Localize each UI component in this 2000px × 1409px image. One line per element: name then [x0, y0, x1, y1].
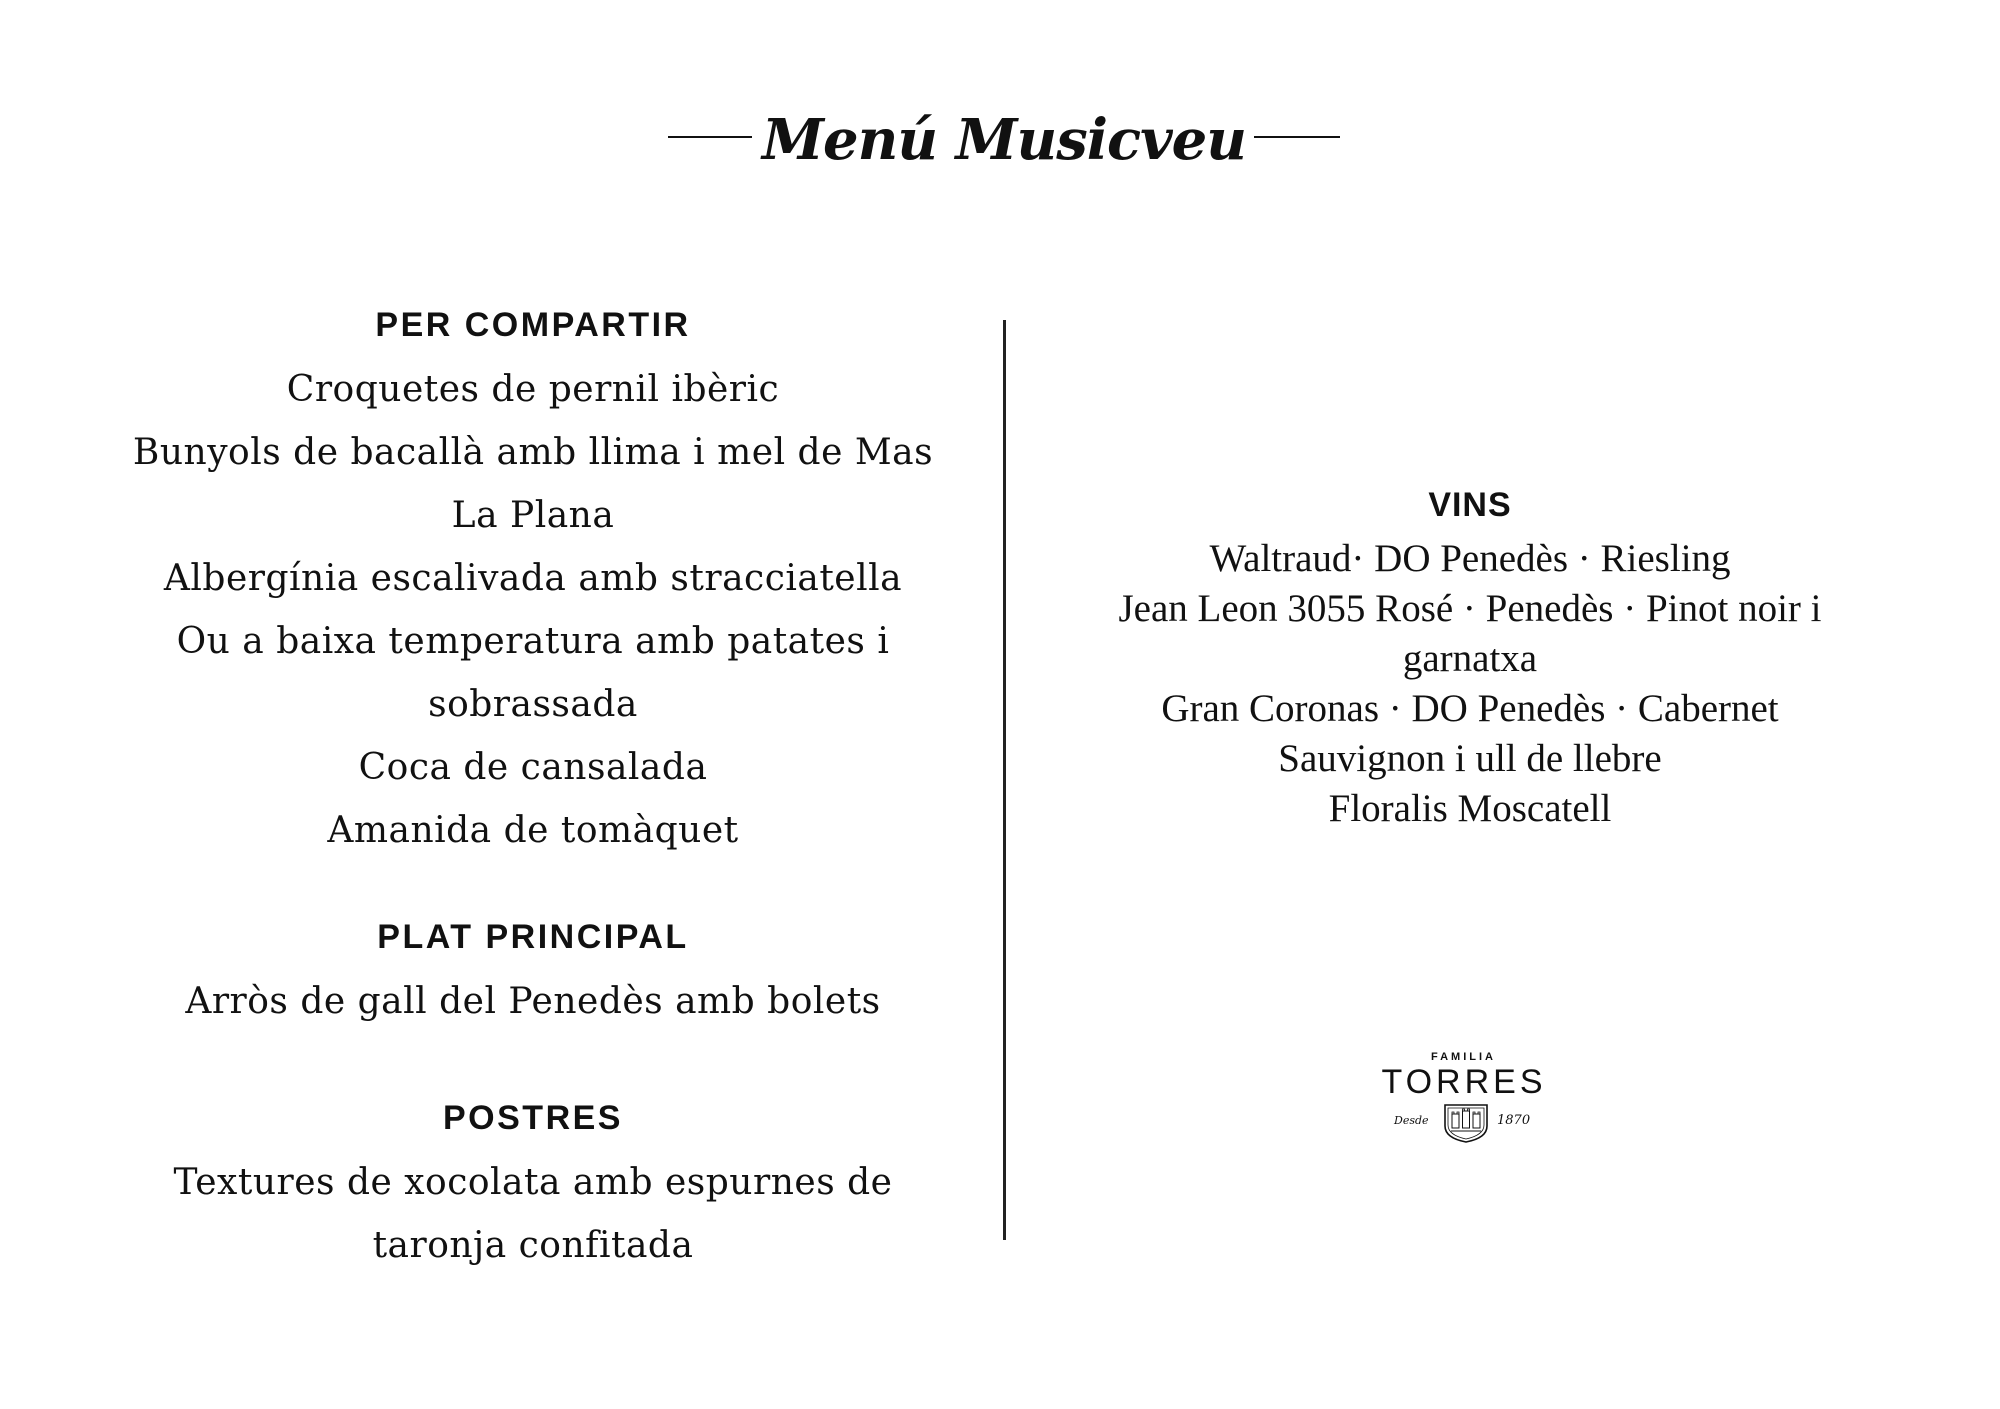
- wine-item: Jean Leon 3055 Rosé · Penedès · Pinot noir i garnatxa: [1118, 587, 1822, 680]
- column-divider: [1003, 320, 1006, 1240]
- wine-item: Waltraud· DO Penedès · Riesling: [1209, 537, 1731, 580]
- section-postres: [100, 1093, 966, 1277]
- section-plat-principal: [100, 912, 966, 1033]
- dishes-column: [100, 300, 966, 1277]
- torres-logo: [1362, 1050, 1562, 1150]
- dish-list: [100, 970, 966, 1033]
- dish-item: Croquetes de pernil ibèric: [286, 369, 780, 410]
- dish-item: Albergínia escalivada amb stracciatella: [163, 558, 903, 599]
- dish-list: [100, 358, 966, 862]
- dish-item: Textures de xocolata amb espurnes de taronja confitada: [173, 1162, 893, 1266]
- wine-list: [1090, 534, 1850, 834]
- wines-heading: VINS: [1428, 486, 1512, 524]
- title-row: [0, 100, 2000, 190]
- title-rule-right: [1254, 136, 1340, 138]
- dish-list: [100, 1151, 966, 1277]
- crest-icon: [1442, 1102, 1490, 1144]
- dish-item: Ou a baixa temperatura amb patates i sobrassada: [176, 621, 890, 725]
- wine-item: Floralis Moscatell: [1328, 787, 1612, 830]
- logo-bottom-row: [1362, 1100, 1562, 1146]
- dish-item: Bunyols de bacallà amb llima i mel de Mas La Plana: [132, 432, 934, 536]
- logo-desde-text: Desde: [1394, 1114, 1429, 1127]
- section-heading: PER COMPARTIR: [375, 306, 691, 344]
- wines-column: [1090, 480, 1850, 834]
- dish-item: Arròs de gall del Penedès amb bolets: [185, 981, 881, 1022]
- dish-item: Coca de cansalada: [358, 747, 708, 788]
- logo-familia-text: FAMILIA: [1431, 1051, 1496, 1063]
- logo-year-text: 1870: [1497, 1113, 1531, 1128]
- menu-title: Menú Musicveu: [761, 107, 1247, 173]
- wine-item: Gran Coronas · DO Penedès · Cabernet Sauvignon i ull de llebre: [1161, 687, 1779, 780]
- logo-brand-text: TORRES: [1381, 1063, 1547, 1101]
- title-rule-left: [668, 136, 752, 138]
- section-heading: POSTRES: [443, 1099, 623, 1137]
- section-heading: PLAT PRINCIPAL: [377, 918, 689, 956]
- dish-item: Amanida de tomàquet: [327, 810, 739, 851]
- section-per-compartir: [100, 300, 966, 862]
